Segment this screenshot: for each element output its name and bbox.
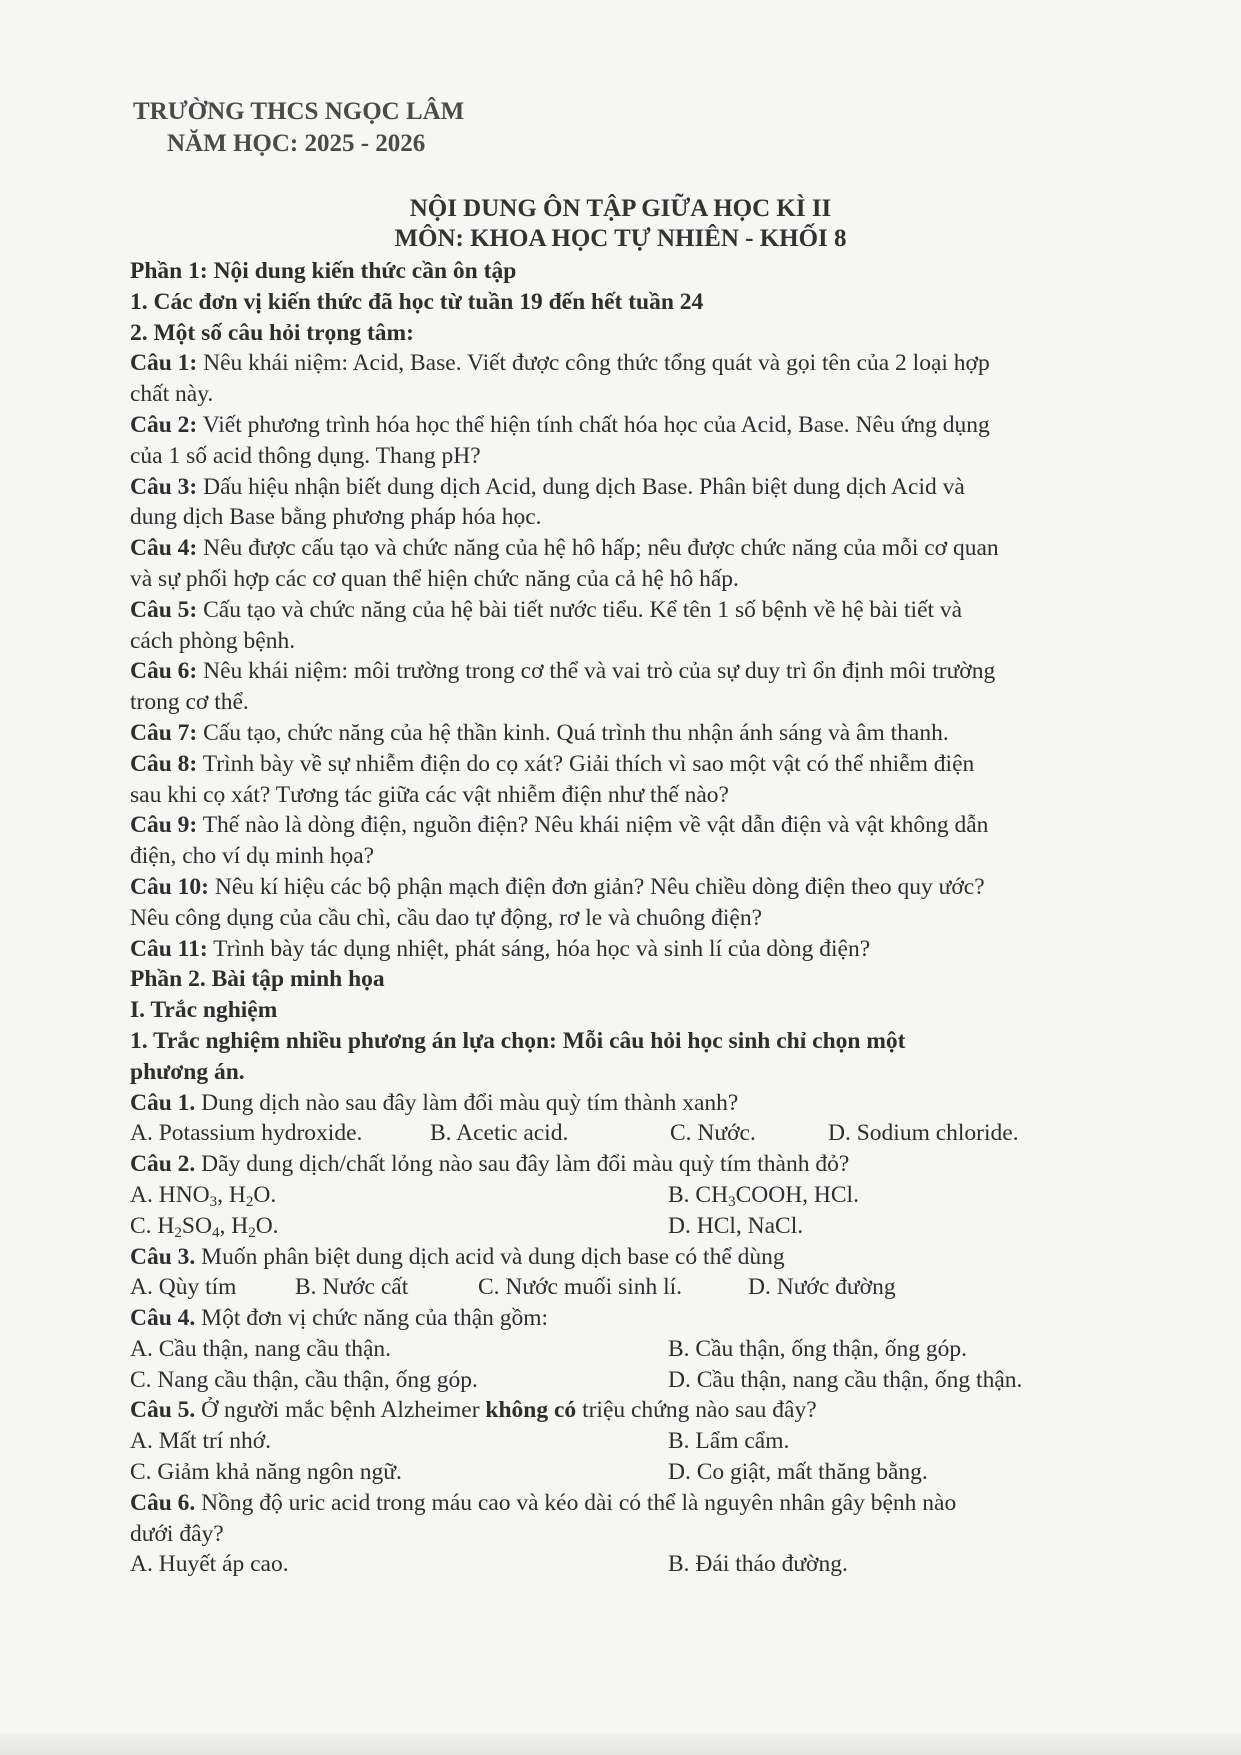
mc-options	[130, 1118, 1135, 1149]
question-text: Dấu hiệu nhận biết dung dịch Acid, dung dịch Base. Phân biệt dung dịch Acid và	[197, 473, 965, 500]
mc-question-text-end: triệu chứng nào sau đây?	[576, 1397, 817, 1424]
question-label: Câu 6:	[130, 658, 198, 685]
option-a: A. Huyết áp cao.	[130, 1551, 289, 1578]
review-question	[130, 595, 1135, 657]
mc-question-label: Câu 4.	[130, 1305, 196, 1332]
question-text: Trình bày về sự nhiễm điện do cọ xát? Giải thích vì sao một vật có thể nhiễm điện	[197, 750, 975, 777]
instruction-line-2: phương án.	[130, 1058, 245, 1085]
option-b: B. Cầu thận, ống thận, ống góp.	[668, 1335, 967, 1362]
mc-question-text: Ở người mắc bệnh Alzheimer	[195, 1397, 486, 1424]
mc-options-row	[130, 1334, 1135, 1365]
option-c: C. Giảm khả năng ngôn ngữ.	[130, 1459, 402, 1486]
option-a: A. Cầu thận, nang cầu thận.	[130, 1335, 392, 1362]
question-label: Câu 10:	[130, 873, 209, 900]
mc-question-text-cont: dưới đây?	[130, 1520, 224, 1547]
option-a: A. Potassium hydroxide.	[130, 1120, 363, 1147]
mc-question-label: Câu 6.	[130, 1489, 196, 1516]
option-d: D. Cầu thận, nang cầu thận, ống thận.	[668, 1366, 1023, 1393]
question-text: Viết phương trình hóa học thể hiện tính chất hóa học của Acid, Base. Nêu ứng dụng	[197, 411, 990, 438]
mc-question-label: Câu 3.	[130, 1243, 196, 1270]
instruction-line-1: 1. Trắc nghiệm nhiều phương án lựa chọn: Mỗi câu hỏi học sinh chỉ chọn một	[130, 1027, 906, 1054]
review-question	[130, 718, 1135, 749]
scan-edge	[0, 1733, 1241, 1755]
mc-options-row	[130, 1365, 1135, 1396]
option-d: D. Sodium chloride.	[828, 1120, 1019, 1147]
part2-heading: Phần 2. Bài tập minh họa	[130, 966, 385, 993]
question-text: Trình bày tác dụng nhiệt, phát sáng, hóa học và sinh lí của dòng điện?	[207, 935, 871, 962]
option-a: A. Qùy tím	[130, 1274, 237, 1301]
review-question	[130, 872, 1135, 934]
review-question	[130, 810, 1135, 872]
option-a: A. $HNO_3$, $H_2O$.	[130, 1181, 277, 1210]
mc-question-text: Dung dịch nào sau đây làm đổi màu quỳ tím thành xanh?	[195, 1089, 739, 1116]
review-question	[130, 410, 1135, 472]
mc-question-text: Nồng độ uric acid trong máu cao và kéo dài có thể là nguyên nhân gây bệnh nào	[195, 1489, 957, 1516]
section-heading: I. Trắc nghiệm	[130, 997, 278, 1024]
title-line-2: MÔN: KHOA HỌC TỰ NHIÊN - KHỐI 8	[394, 225, 847, 252]
review-question	[130, 934, 1135, 965]
option-c: C. Nước muối sinh lí.	[478, 1274, 683, 1301]
question-text-cont: điện, cho ví dụ minh họa?	[130, 843, 375, 870]
school-year: NĂM HỌC: 2025 - 2026	[167, 130, 426, 157]
question-label: Câu 4:	[130, 535, 198, 562]
part1-item-2: 2. Một số câu hỏi trọng tâm:	[130, 319, 414, 346]
question-label: Câu 2:	[130, 411, 198, 438]
question-text-cont: Nêu công dụng của cầu chì, cầu dao tự động, rơ le và chuông điện?	[130, 904, 763, 931]
question-text-cont: trong cơ thể.	[130, 689, 249, 716]
mc-options-row	[130, 1180, 1135, 1211]
option-d: D. HCl, NaCl.	[668, 1212, 804, 1239]
question-text: Nêu được cấu tạo và chức năng của hệ hô hấp; nêu được chức năng của mỗi cơ quan	[197, 535, 999, 562]
question-label: Câu 8:	[130, 750, 198, 777]
question-text-cont: chất này.	[130, 381, 214, 408]
school-header	[133, 96, 464, 160]
review-question	[130, 348, 1135, 410]
question-label: Câu 1:	[130, 350, 198, 377]
question-text: Thế nào là dòng điện, nguồn điện? Nêu khái niệm về vật dẫn điện và vật không dẫn	[197, 812, 989, 839]
option-c: C. Nang cầu thận, cầu thận, ống góp.	[130, 1366, 478, 1393]
mc-question-text: Muốn phân biệt dung dịch acid và dung dịch base có thể dùng	[195, 1243, 785, 1270]
option-b: B. Đái tháo đường.	[668, 1551, 848, 1578]
mc-question-label: Câu 5.	[130, 1397, 196, 1424]
option-a: A. Mất trí nhớ.	[130, 1428, 272, 1455]
review-question	[130, 472, 1135, 534]
option-b: B. $CH_3COOH$, HCl.	[668, 1181, 859, 1210]
emphasis-text: không có	[485, 1397, 577, 1424]
question-text: Nêu khái niệm: môi trường trong cơ thể và vai trò của sự duy trì ổn định môi trường	[197, 658, 996, 685]
question-label: Câu 9:	[130, 812, 198, 839]
question-label: Câu 5:	[130, 596, 198, 623]
question-text: Cấu tạo và chức năng của hệ bài tiết nước tiểu. Kể tên 1 số bệnh về hệ bài tiết và	[197, 596, 963, 623]
mc-question-text: Một đơn vị chức năng của thận gồm:	[195, 1305, 549, 1332]
mc-options	[130, 1272, 1135, 1303]
part1-heading: Phần 1: Nội dung kiến thức cần ôn tập	[130, 258, 517, 284]
review-question	[130, 749, 1135, 811]
question-text-cont: sau khi cọ xát? Tương tác giữa các vật nhiễm điện như thế nào?	[130, 781, 729, 808]
question-text-cont: của 1 số acid thông dụng. Thang pH?	[130, 442, 481, 469]
mc-options-row	[130, 1457, 1135, 1488]
question-label: Câu 3:	[130, 473, 198, 500]
review-question	[130, 533, 1135, 595]
option-d: D. Nước đường	[748, 1274, 896, 1301]
question-text: Nêu kí hiệu các bộ phận mạch điện đơn giản? Nêu chiều dòng điện theo quy ước?	[209, 873, 985, 900]
option-c: C. $H_2SO_4$, $H_2O$.	[130, 1212, 279, 1241]
option-b: B. Acetic acid.	[430, 1120, 569, 1147]
mc-question-label: Câu 2.	[130, 1151, 196, 1178]
title-line-1: NỘI DUNG ÔN TẬP GIỮA HỌC KÌ II	[409, 195, 832, 222]
school-name: TRƯỜNG THCS NGỌC LÂM	[133, 98, 465, 125]
question-text-cont: và sự phối hợp các cơ quan thể hiện chức năng của cả hệ hô hấp.	[130, 565, 739, 592]
option-b: B. Nước cất	[295, 1274, 409, 1301]
question-text-cont: cách phòng bệnh.	[130, 627, 296, 654]
mc-options-row	[130, 1549, 1135, 1580]
question-label: Câu 11:	[130, 935, 208, 962]
review-question	[130, 656, 1135, 718]
mc-question-text: Dãy dung dịch/chất lỏng nào sau đây làm đổi màu quỳ tím thành đỏ?	[195, 1151, 850, 1178]
question-text: Cấu tạo, chức năng của hệ thần kinh. Quá trình thu nhận ánh sáng và âm thanh.	[197, 719, 949, 746]
question-text-cont: dung dịch Base bằng phương pháp hóa học.	[130, 504, 542, 531]
question-label: Câu 7:	[130, 719, 198, 746]
option-b: B. Lẩm cẩm.	[668, 1428, 790, 1455]
option-d: D. Co giật, mất thăng bằng.	[668, 1459, 928, 1486]
question-text: Nêu khái niệm: Acid, Base. Viết được công thức tổng quát và gọi tên của 2 loại hợp	[197, 350, 990, 377]
part1-item-1: 1. Các đơn vị kiến thức đã học từ tuần 19 đến hết tuần 24	[130, 288, 704, 315]
option-c: C. Nước.	[670, 1120, 756, 1147]
document-title	[0, 194, 1241, 254]
mc-question-label: Câu 1.	[130, 1089, 196, 1116]
mc-options-row	[130, 1426, 1135, 1457]
mc-options-row	[130, 1211, 1135, 1242]
document-body	[130, 256, 1135, 1580]
